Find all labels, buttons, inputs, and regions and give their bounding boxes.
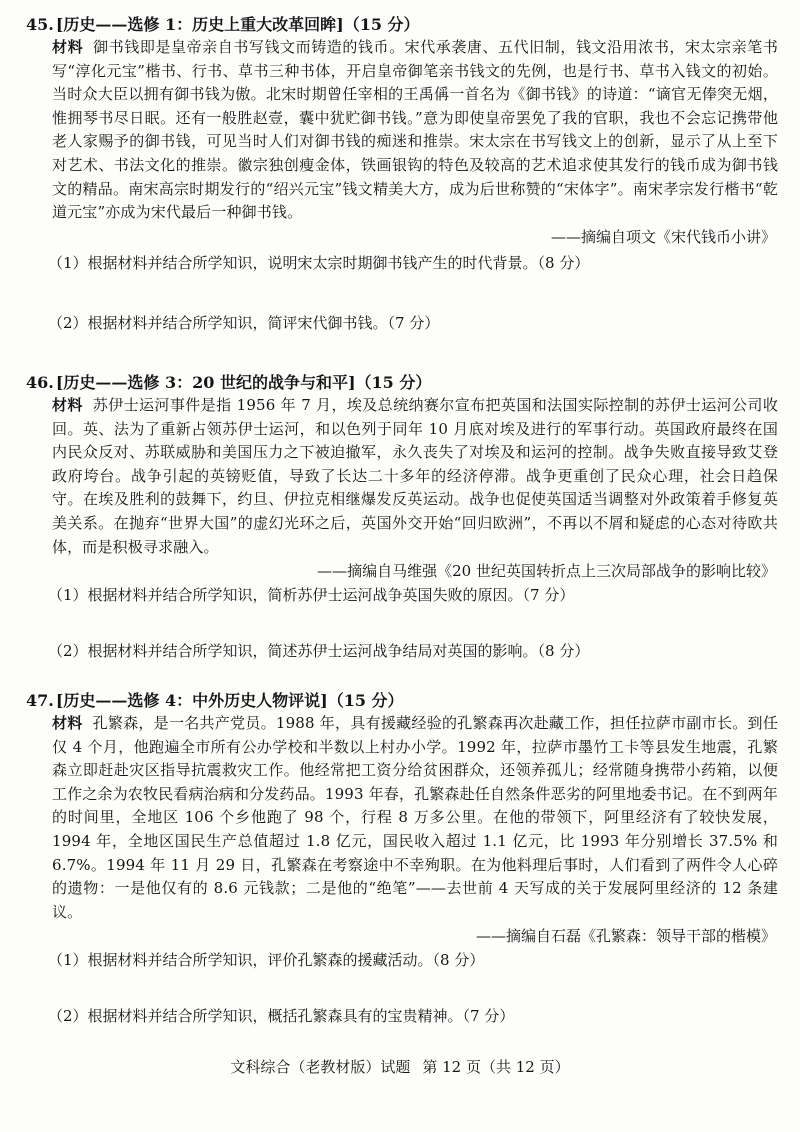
- question-title: [历史——选修 3：20 世纪的战争与和平]（15 分）: [55, 373, 432, 392]
- question-header: [26, 690, 778, 712]
- sub-question-2: （2）根据材料并结合所学知识，概括孔繁森具有的宝贵精神。（7 分）: [48, 1007, 515, 1026]
- exam-name: 文科综合（老教材版）试题: [230, 1058, 411, 1076]
- material-label: 材料: [52, 396, 83, 414]
- question-number: 47.: [26, 691, 54, 710]
- material-passage: [52, 36, 778, 225]
- question-number: 46.: [26, 373, 54, 392]
- question-46: [26, 372, 778, 663]
- question-title: [历史——选修 4：中外历史人物评说]（15 分）: [55, 691, 404, 710]
- question-47: [26, 690, 778, 1028]
- question-header: [26, 14, 778, 36]
- question-number: 45.: [26, 15, 54, 34]
- material-passage: [52, 394, 778, 559]
- question-title: [历史——选修 1：历史上重大改革回眸]（15 分）: [55, 15, 420, 34]
- material-label: 材料: [52, 714, 83, 732]
- page-footer: [0, 1056, 800, 1078]
- source-citation: ——摘编自马维强《20 世纪英国转折点上三次局部战争的影响比较》: [317, 562, 776, 581]
- sub-question-2: （2）根据材料并结合所学知识，简述苏伊士运河战争结局对英国的影响。（8 分）: [48, 642, 590, 661]
- source-citation: ——摘编自项文《宋代钱币小讲》: [550, 227, 776, 246]
- sub-question-1: （1）根据材料并结合所学知识，简析苏伊士运河战争英国失败的原因。（7 分）: [48, 586, 575, 605]
- sub-question-1: （1）根据材料并结合所学知识，说明宋太宗时期御书钱产生的时代背景。（8 分）: [48, 253, 590, 272]
- sub-question-1: （1）根据材料并结合所学知识，评价孔繁森的援藏活动。（8 分）: [48, 951, 485, 970]
- question-header: [26, 372, 778, 394]
- material-text: 苏伊士运河事件是指 1956 年 7 月，埃及总统纳赛尔宣布把英国和法国实际控制的苏伊士运河公司收回。英、法为了重新占领苏伊士运河，和以色列于同年 10 月底对埃及进行的军事行动。英国政府最终在国内民众反对、苏联威胁和美国压力之下被迫撤军，永久丧失了对埃及和运河的控制。战争失败直接导致艾登政府垮台。战争引起的英镑贬值，导致了长达二十多年的经济停滞。战争更重创了民众心理，社会日趋保守。在埃及胜利的鼓舞下，约旦、伊拉克相继爆发反英运动。战争也促使英国适当调整对外政策着手修复英美关系。在抛弃“世界大国”的虚幻光环之后，英国外交开始“回归欧洲”，不再以不屑和疑虑的心态对待欧共体，而是积极寻求融入。: [52, 396, 778, 556]
- material-passage: [52, 712, 778, 924]
- sub-question-2: （2）根据材料并结合所学知识，简评宋代御书钱。（7 分）: [48, 313, 440, 332]
- source-citation: ——摘编自石磊《孔繁森：领导干部的楷模》: [475, 927, 776, 946]
- material-text: 御书钱即是皇帝亲自书写钱文而铸造的钱币。宋代承袭唐、五代旧制，钱文沿用浓书，宋太宗亲笔书写“淳化元宝”楷书、行书、草书三种书体，开启皇帝御笔亲书钱文的先例，也是行书、草书入钱文的初始。当时众大臣以拥有御书钱为傲。北宋时期曾任宰相的王禹偁一首名为《御书钱》的诗道：“谪官无俸突无烟，惟拥琴书尽日眠。还有一般胜赵壹，囊中犹贮御书钱。”意为即使皇帝罢免了我的官职，我也不会忘记携带他老人家赐予的御书钱，可见当时人们对御书钱的痴迷和推崇。宋太宗在书写钱文上的创新，显示了从上至下对艺术、书法文化的推崇。徽宗独创瘦金体，铁画银钩的特色及较高的艺术追求使其发行的钱币成为御书钱文的精品。南宋高宗时期发行的“绍兴元宝”钱文精美大方，成为后世称赞的“宋体字”。南宋孝宗发行楷书“乾道元宝”亦成为宋代最后一种御书钱。: [52, 38, 778, 222]
- page-number: 第 12 页（共 12 页）: [422, 1058, 570, 1076]
- question-45: [26, 14, 778, 335]
- material-text: 孔繁森，是一名共产党员。1988 年，具有援藏经验的孔繁森再次赴藏工作，担任拉萨市副市长。到任仅 4 个月，他跑遍全市所有公办学校和半数以上村办小学。1992 年，拉萨市墨竹工卡等县发生地震，孔繁森立即赶赴灾区指导抗震救灾工作。他经常把工资分给贫困群众，还领养孤儿；经常随身携带小药箱，以便工作之余为农牧民看病治病和分发药品。1993 年春，孔繁森赴任自然条件恶劣的阿里地委书记。在不到两年的时间里，全地区 106 个乡他跑了 98 个，行程 8 万多公里。在他的带领下，阿里经济有了较快发展，1994 年，全地区国民生产总值超过 1.8 亿元，国民收入超过 1.1 亿元，比 1993 年分别增长 37.5% 和 6.7%。1994 年 11 月 29 日，孔繁森在考察途中不幸殉职。在为他料理后事时，人们看到了两件令人心碎的遗物：一是他仅有的 8.6 元钱款；二是他的“绝笔”——去世前 4 天写成的关于发展阿里经济的 12 条建议。: [52, 714, 778, 921]
- material-label: 材料: [52, 38, 84, 56]
